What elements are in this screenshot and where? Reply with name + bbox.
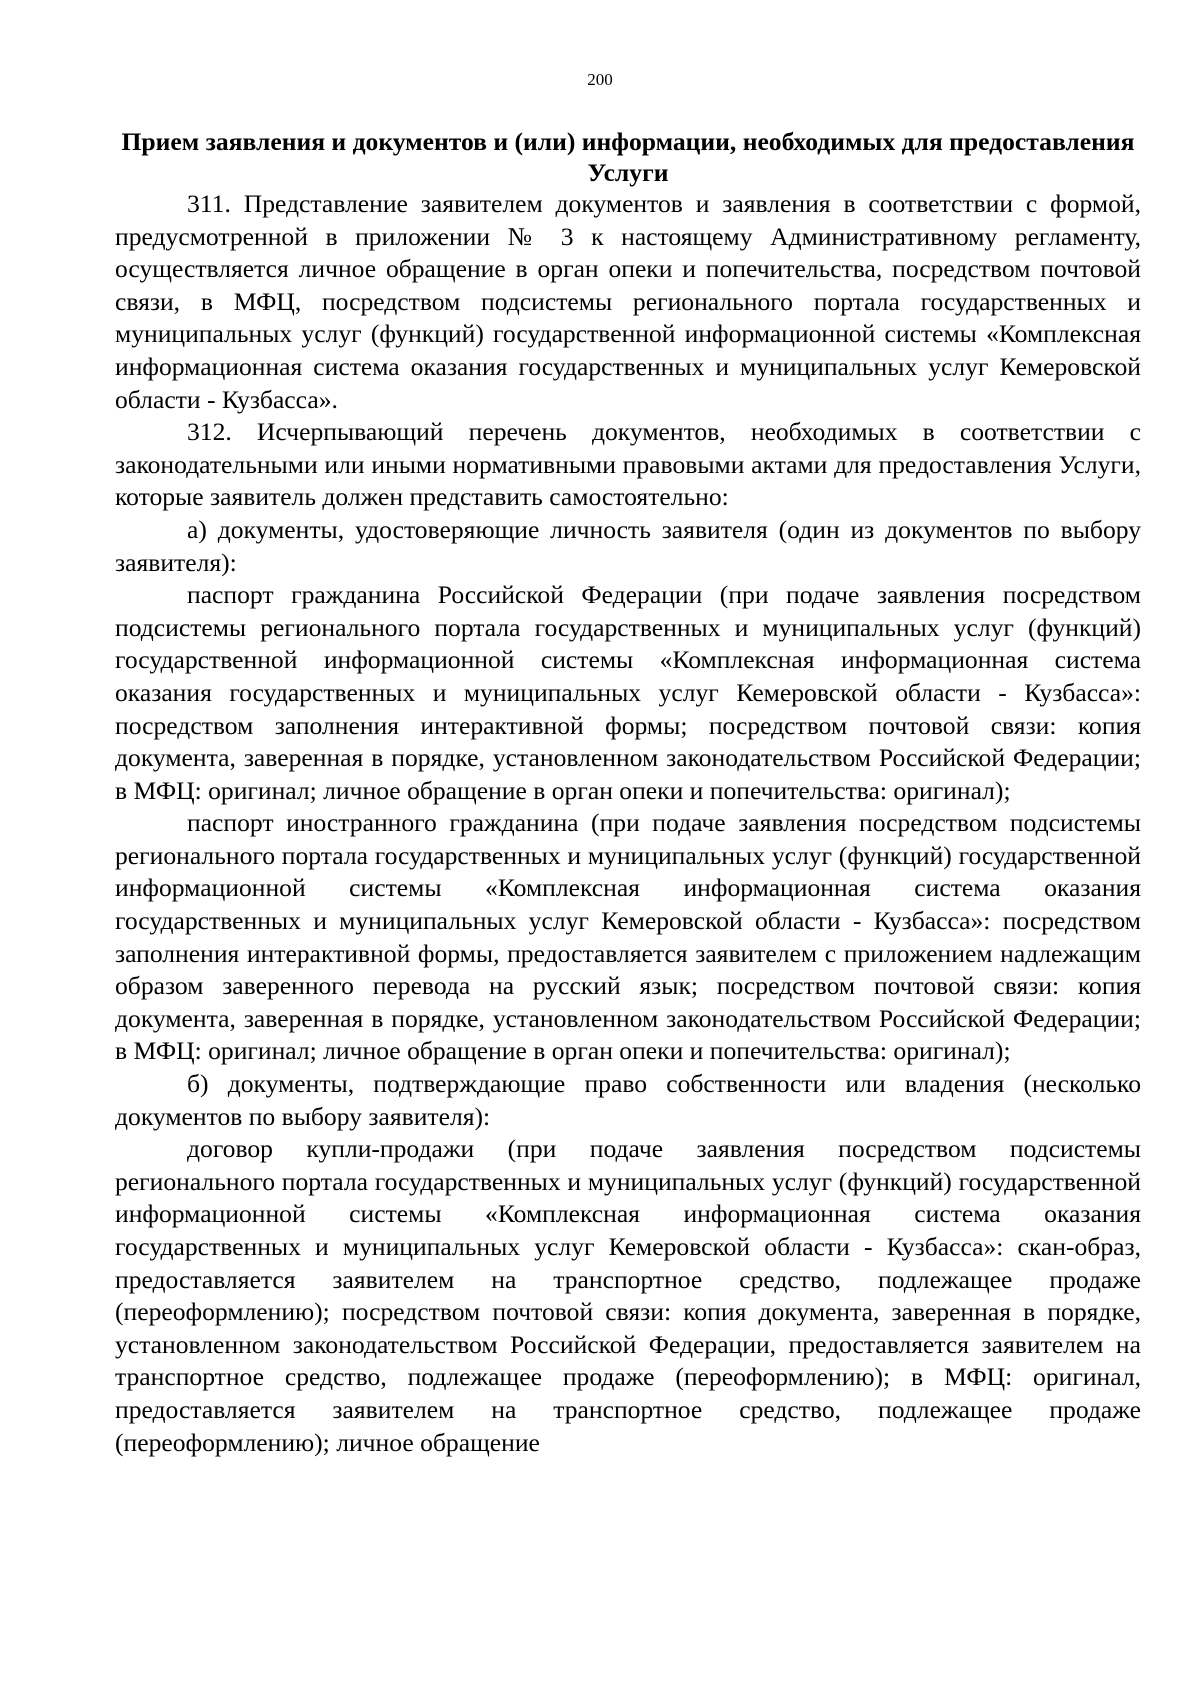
paragraph-sale-contract: договор купли-продажи (при подаче заявления посредством подсистемы регионального портала государственных и муниципальных услуг (функций) государственной информационной системы «Комплексная информационная система оказания государственных и муниципальных услуг Кемеровской области - Кузбасса»: скан-образ, предоставляется заявителем на транспортное средство, подлежащее продаже (переоформлению); посредством почтовой связи: копия документа, заверенная в порядке, установленном законодательством Российской Федерации, предоставляется заявителем на транспортное средство, подлежащее продаже (переоформлению); в МФЦ: оригинал, предоставляется заявителем на транспортное средство, подлежащее продаже (переоформлению); личное обращение (115, 1134, 1141, 1457)
paragraph-item-b: б) документы, подтверждающие право собственности или владения (несколько документов по выбору заявителя): (115, 1069, 1141, 1131)
section-heading: Прием заявления и документов и (или) информации, необходимых для предоставления Услуги (121, 127, 1135, 187)
page-number: 200 (587, 70, 613, 89)
paragraph-passport-rf: паспорт гражданина Российской Федерации (при подаче заявления посредством подсистемы регионального портала государственных и муниципальных услуг (функций) государственной информационной системы «Комплексная информационная система оказания государственных и муниципальных услуг Кемеровской области - Кузбасса»: посредством заполнения интерактивной формы; посредством почтовой связи: копия документа, заверенная в порядке, установленном законодательством Российской Федерации; в МФЦ: оригинал; личное обращение в орган опеки и попечительства: оригинал); (115, 580, 1141, 805)
paragraph-312: 312. Исчерпывающий перечень документов, необходимых в соответствии с законодательными или иными нормативными правовыми актами для предоставления Услуги, которые заявитель должен представить самостоятельно: (115, 417, 1141, 512)
page-content (115, 126, 1141, 1459)
paragraph-passport-foreign: паспорт иностранного гражданина (при подаче заявления посредством подсистемы регионального портала государственных и муниципальных услуг (функций) государственной информационной системы «Комплексная информационная система оказания государственных и муниципальных услуг Кемеровской области - Кузбасса»: посредством заполнения интерактивной формы, предоставляется заявителем с приложением надлежащим образом заверенного перевода на русский язык; посредством почтовой связи: копия документа, заверенная в порядке, установленном законодательством Российской Федерации; в МФЦ: оригинал; личное обращение в орган опеки и попечительства: оригинал); (115, 808, 1141, 1066)
paragraph-item-a: а) документы, удостоверяющие личность заявителя (один из документов по выбору заявителя): (115, 514, 1141, 577)
paragraph-311: 311. Представление заявителем документов и заявления в соответствии с формой, предусмотренной в приложении № 3 к настоящему Административному регламенту, осуществляется личное обращение в орган опеки и попечительства, посредством почтовой связи, в МФЦ, посредством подсистемы регионального портала государственных и муниципальных услуг (функций) государственной информационной системы «Комплексная информационная система оказания государственных и муниципальных услуг Кемеровской области - Кузбасса». (115, 189, 1141, 414)
